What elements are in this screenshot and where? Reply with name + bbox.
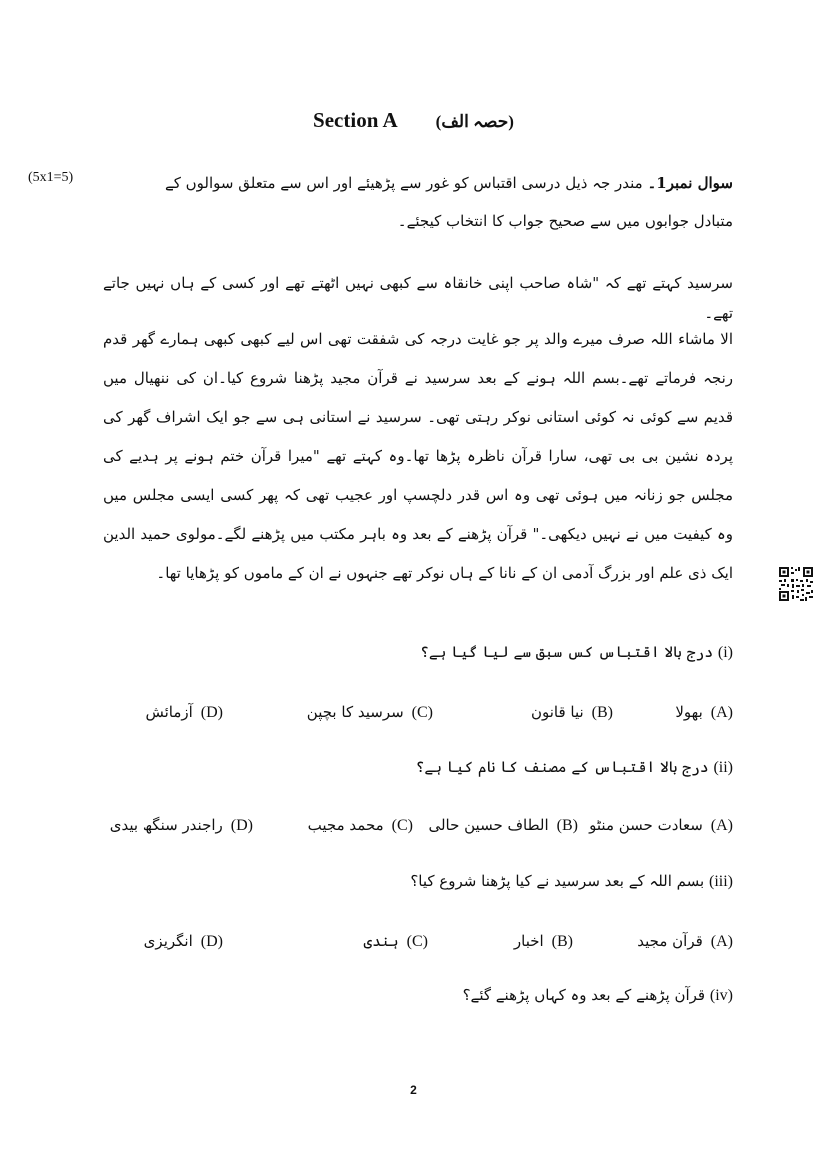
sub-question-number: (iv): [709, 987, 733, 1004]
passage-paragraph-2: الا ماشاء اللہ صرف میرے والد پر جو غایت درجہ کی شفقت تھی اس لیے کبھی کبھی ہمارے گھر قدم رنجہ فرماتے تھے۔بسم اللہ ہونے کے بعد سرسید نے قرآن مجید پڑھنا شروع کیا۔ان کی ننھیال میں قدیم سے کوئی نہ کوئی استانی نوکر رہتی تھی۔ سرسید نے استانی ہی سے جو ایک اشراف گھر کی پردہ نشین بی بی تھی، سارا قرآن ناظرہ پڑھا تھا۔وہ کہتے تھے "میرا قرآن ختم ہونے پر ہدیے کی مجلس جو زنانہ میں ہوئی تھی وہ اس قدر دلچسپ اور عجیب تھی کہ پھر کسی ایسی مجلس میں وہ کیفیت میں نے نہیں دیکھی۔" قرآن پڑھنے کے بعد وہ باہر مکتب میں پڑھنے لگے۔مولوی حمید الدین ایک ذی علم اور بزرگ آدمی ان کے نانا کے ہاں نوکر تھے جنہوں نے ان کے ماموں کو پڑھایا تھا۔: [103, 330, 733, 582]
question-1-instruction-text: مندر جہ ذیل درسی اقتباس کو غور سے پڑھیئے اور اس سے متعلق سوالوں کے متبادل جوابوں میں سے صحیح جواب کا انتخاب کیجئے۔: [164, 174, 733, 230]
sub-question-ii: [93, 758, 733, 777]
sub-question-text: درج بالا اقتباس کے مصنف کا نام کیا ہے؟: [415, 758, 709, 776]
sub-question-number: (i): [717, 644, 733, 661]
section-title-english: Section A: [313, 108, 398, 132]
option-b: (B)نیا قانون: [530, 703, 613, 721]
option-c: (C)محمد مجیب: [307, 816, 413, 834]
options-iii: [93, 932, 733, 962]
sub-question-iv: [93, 986, 733, 1005]
option-d: (D)آزمائش: [145, 703, 223, 721]
options-i: [93, 703, 733, 733]
option-c: (C)ہندی: [363, 932, 428, 950]
passage-paragraph-1: سرسید کہتے تھے کہ "شاہ صاحب اپنی خانقاہ سے کبھی نہیں اٹھتے تھے اور کسی کے ہاں نہیں جاتے تھے۔: [103, 274, 733, 322]
option-d: (D)انگریزی: [143, 932, 223, 950]
option-c: (C)سرسید کا بچپن: [306, 703, 433, 721]
option-b: (B)الطاف حسین حالی: [428, 816, 578, 834]
option-a: (A)سعادت حسن منٹو: [589, 816, 733, 834]
question-1-number: سوال نمبر1۔: [647, 174, 733, 192]
sub-question-number: (ii): [713, 759, 733, 776]
sub-question-text: قرآن پڑھنے کے بعد وہ کہاں پڑھنے گئے؟: [462, 986, 706, 1004]
section-heading: [0, 108, 827, 133]
option-a: (A)بھولا: [675, 703, 733, 721]
options-ii: [93, 816, 733, 846]
option-b: (B)اخبار: [513, 932, 573, 950]
sub-question-text: درج بالا اقتباس کس سبق سے لیا گیا ہے؟: [420, 643, 714, 661]
section-title-urdu: (حصہ الف): [435, 112, 514, 131]
sub-question-text: بسم اللہ کے بعد سرسید نے کیا پڑھنا شروع کیا؟: [410, 872, 705, 890]
option-a: (A)قرآن مجید: [637, 932, 733, 950]
question-1-marks: (5x1=5): [28, 170, 74, 185]
sub-question-iii: [93, 872, 733, 891]
sub-question-number: (iii): [709, 873, 733, 890]
page-number: 2: [410, 1083, 417, 1097]
question-1-instruction: [133, 164, 733, 240]
sub-question-i: [93, 643, 733, 662]
option-d: (D)راجندر سنگھ بیدی: [109, 816, 253, 834]
qr-code-icon: [778, 566, 814, 602]
